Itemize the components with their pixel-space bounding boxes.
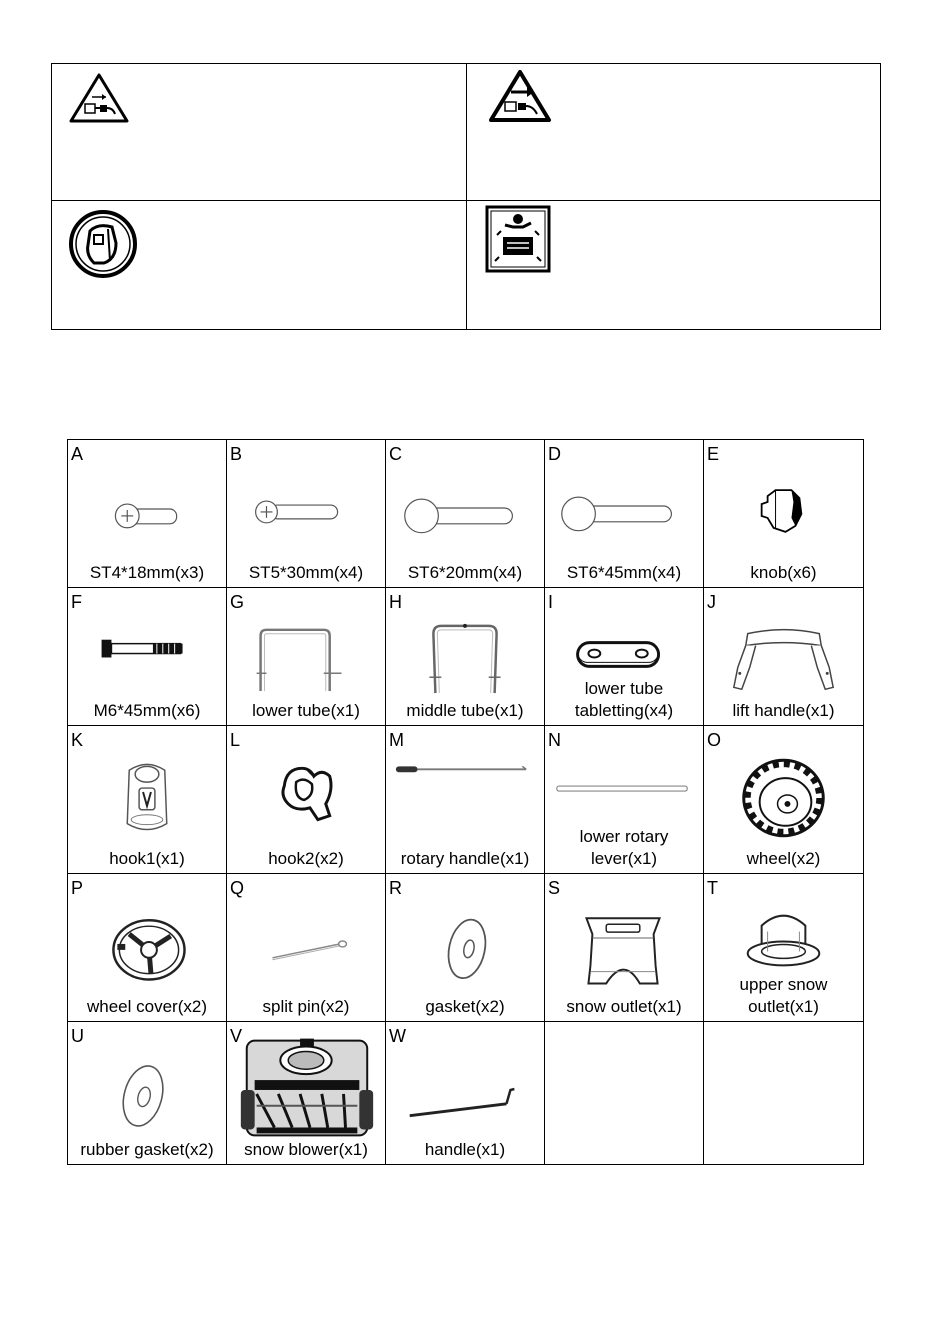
part-letter: S bbox=[548, 878, 561, 898]
part-cell-h bbox=[386, 588, 545, 726]
part-label: lift handle(x1) bbox=[732, 701, 835, 720]
part-letter: W bbox=[389, 1026, 406, 1046]
safety-symbols-table bbox=[51, 63, 881, 330]
split-pin-icon bbox=[227, 894, 385, 989]
part-cell-a bbox=[68, 440, 227, 588]
part-cell-w bbox=[386, 1022, 545, 1164]
part-cell-o bbox=[704, 726, 863, 874]
part-letter: M bbox=[389, 730, 404, 750]
safety-cell-unplug bbox=[52, 64, 467, 201]
gasket-icon bbox=[386, 894, 544, 989]
part-letter: E bbox=[707, 444, 720, 464]
part-label: lower tube(x1) bbox=[252, 701, 360, 720]
safety-cell-face-protection bbox=[52, 201, 467, 329]
part-label: snow outlet(x1) bbox=[566, 997, 682, 1016]
part-label: lower tube tabletting(x4) bbox=[574, 679, 674, 720]
part-cell-e bbox=[704, 440, 863, 588]
part-label: hook2(x2) bbox=[268, 849, 344, 868]
safety-cell-damaged-cable bbox=[467, 64, 880, 201]
bolt-icon bbox=[386, 460, 544, 555]
part-label: snow blower(x1) bbox=[244, 1140, 368, 1159]
part-cell-k bbox=[68, 726, 227, 874]
part-letter: H bbox=[389, 592, 402, 612]
part-cell-n bbox=[545, 726, 704, 874]
part-label: hook1(x1) bbox=[109, 849, 185, 868]
part-label: handle(x1) bbox=[424, 1140, 506, 1159]
part-letter: A bbox=[71, 444, 84, 464]
part-label: middle tube(x1) bbox=[406, 701, 524, 720]
part-letter: B bbox=[230, 444, 243, 464]
part-letter: R bbox=[389, 878, 402, 898]
part-label: ST5*30mm(x4) bbox=[248, 563, 364, 582]
part-cell-c bbox=[386, 440, 545, 588]
part-cell-r bbox=[386, 874, 545, 1022]
snow-outlet-icon bbox=[545, 894, 703, 989]
part-letter: N bbox=[548, 730, 561, 750]
wear-face-protection-icon bbox=[68, 209, 138, 279]
part-letter: G bbox=[230, 592, 245, 612]
screw-icon bbox=[227, 460, 385, 555]
part-letter: L bbox=[230, 730, 241, 750]
part-cell-f bbox=[68, 588, 227, 726]
part-cell-b bbox=[227, 440, 386, 588]
rotary-handle-icon bbox=[386, 746, 544, 841]
lower-tube-icon bbox=[227, 608, 385, 703]
part-label: lower rotary lever(x1) bbox=[579, 827, 669, 868]
part-label: knob(x6) bbox=[750, 563, 817, 582]
part-label: rubber gasket(x2) bbox=[80, 1140, 214, 1159]
snow-blower-icon bbox=[227, 1032, 385, 1142]
part-letter: K bbox=[71, 730, 84, 750]
part-cell-d bbox=[545, 440, 704, 588]
part-cell-l bbox=[227, 726, 386, 874]
keep-bystanders-away-icon bbox=[485, 205, 551, 273]
part-label: ST4*18mm(x3) bbox=[89, 563, 205, 582]
part-cell-i bbox=[545, 588, 704, 726]
part-label: M6*45mm(x6) bbox=[93, 701, 201, 720]
parts-list-table bbox=[67, 439, 864, 1165]
knob-icon bbox=[704, 460, 863, 555]
part-label: split pin(x2) bbox=[262, 997, 350, 1016]
unplug-damaged-cable-icon bbox=[487, 68, 553, 124]
part-cell-v bbox=[227, 1022, 386, 1164]
threaded-bolt-icon bbox=[68, 608, 226, 703]
wheel-cover-icon bbox=[68, 894, 226, 989]
part-letter: P bbox=[71, 878, 84, 898]
part-label: ST6*20mm(x4) bbox=[407, 563, 523, 582]
part-letter: Q bbox=[230, 878, 245, 898]
hook2-icon bbox=[227, 746, 385, 841]
unplug-before-maintenance-icon bbox=[68, 72, 130, 124]
empty-cell bbox=[704, 1022, 863, 1164]
part-label: wheel cover(x2) bbox=[87, 997, 207, 1016]
lift-handle-icon bbox=[704, 608, 863, 703]
part-cell-s bbox=[545, 874, 704, 1022]
empty-cell bbox=[545, 1022, 704, 1164]
safety-cell-bystanders bbox=[467, 201, 880, 329]
part-cell-j bbox=[704, 588, 863, 726]
part-label: gasket(x2) bbox=[425, 997, 505, 1016]
part-label: wheel(x2) bbox=[746, 849, 821, 868]
part-cell-t bbox=[704, 874, 863, 1022]
part-letter: V bbox=[230, 1026, 243, 1046]
middle-tube-icon bbox=[386, 608, 544, 703]
part-letter: F bbox=[71, 592, 82, 612]
part-letter: D bbox=[548, 444, 561, 464]
part-letter: U bbox=[71, 1026, 84, 1046]
part-cell-p bbox=[68, 874, 227, 1022]
part-cell-u bbox=[68, 1022, 227, 1164]
part-label: upper snow outlet(x1) bbox=[739, 975, 828, 1016]
part-cell-m bbox=[386, 726, 545, 874]
part-letter: I bbox=[548, 592, 554, 612]
part-letter: C bbox=[389, 444, 402, 464]
part-letter: O bbox=[707, 730, 722, 750]
part-letter: T bbox=[707, 878, 718, 898]
part-cell-q bbox=[227, 874, 386, 1022]
wheel-icon bbox=[704, 746, 863, 841]
part-label: ST6*45mm(x4) bbox=[566, 563, 682, 582]
part-cell-g bbox=[227, 588, 386, 726]
bolt-icon bbox=[545, 460, 703, 555]
hook1-icon bbox=[68, 746, 226, 841]
screw-icon bbox=[68, 460, 226, 555]
handle-icon bbox=[386, 1042, 544, 1137]
part-label: rotary handle(x1) bbox=[400, 849, 530, 868]
rubber-gasket-icon bbox=[68, 1042, 226, 1137]
part-letter: J bbox=[707, 592, 716, 612]
